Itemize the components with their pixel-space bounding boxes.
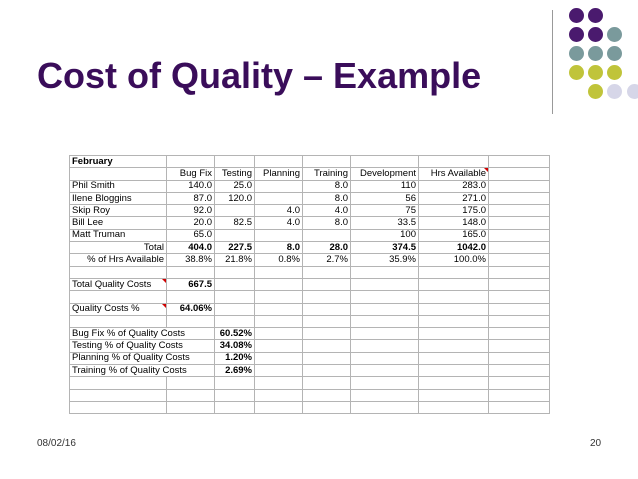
dot [607,27,622,42]
cell: 8.0 [303,180,351,192]
table-row [70,229,550,241]
row-name: Ilene Bloggins [70,192,167,204]
total-label: Total [70,242,167,254]
table-header-row [70,168,550,180]
decorative-dots [0,0,638,120]
blank-row [70,401,550,413]
pct-cell: 21.8% [215,254,255,266]
row-name: Matt Truman [70,229,167,241]
blank-row [70,315,550,327]
total-quality-value: 667.5 [167,278,215,290]
cell [303,229,351,241]
breakdown-label: Planning % of Quality Costs [70,352,215,364]
cell: 120.0 [215,192,255,204]
cell: 25.0 [215,180,255,192]
cell: 75 [351,205,419,217]
total-cell: 28.0 [303,242,351,254]
header-planning: Planning [255,168,303,180]
breakdown-row [70,365,550,377]
breakdown-value: 34.08% [215,340,255,352]
dot [588,8,603,23]
table-row-month [70,156,550,168]
dot [627,84,638,99]
header-hrs-available: Hrs Available [419,168,489,180]
dot [607,46,622,61]
dot [569,65,584,80]
table-row [70,192,550,204]
total-quality-label: Total Quality Costs [70,278,167,290]
breakdown-label: Bug Fix % of Quality Costs [70,328,215,340]
blank-row [70,266,550,278]
table-row [70,180,550,192]
total-cell: 404.0 [167,242,215,254]
total-quality-row [70,278,550,290]
pct-label: % of Hrs Available [70,254,167,266]
cell [255,192,303,204]
pct-cell: 0.8% [255,254,303,266]
dot [607,84,622,99]
cell [215,229,255,241]
pct-cell: 2.7% [303,254,351,266]
cell [255,229,303,241]
cell: 175.0 [419,205,489,217]
header-development: Development [351,168,419,180]
table-row [70,217,550,229]
quality-pct-row [70,303,550,315]
cell: 8.0 [303,192,351,204]
dot [588,84,603,99]
page-number: 20 [590,438,602,449]
row-name: Phil Smith [70,180,167,192]
breakdown-row [70,340,550,352]
breakdown-value: 2.69% [215,365,255,377]
breakdown-value: 1.20% [215,352,255,364]
total-cell: 227.5 [215,242,255,254]
pct-available-row [70,254,550,266]
blank-row [70,291,550,303]
cell: 92.0 [167,205,215,217]
cell: 65.0 [167,229,215,241]
header-testing: Testing [215,168,255,180]
cell: 33.5 [351,217,419,229]
total-cell: 374.5 [351,242,419,254]
table-row [70,205,550,217]
pct-cell: 100.0% [419,254,489,266]
cell [215,205,255,217]
breakdown-label: Training % of Quality Costs [70,365,215,377]
month-label: February [70,156,167,168]
cell: 165.0 [419,229,489,241]
pct-cell: 38.8% [167,254,215,266]
cell: 56 [351,192,419,204]
total-cell: 8.0 [255,242,303,254]
blank-row [70,377,550,389]
dot [569,27,584,42]
total-row [70,242,550,254]
cost-of-quality-table [69,155,550,414]
total-cell: 1042.0 [419,242,489,254]
cell: 110 [351,180,419,192]
cell: 8.0 [303,217,351,229]
slide-title: Cost of Quality – Example [37,55,482,96]
row-name: Bill Lee [70,217,167,229]
cell: 4.0 [255,217,303,229]
quality-pct-label: Quality Costs % [70,303,167,315]
dot [588,27,603,42]
dot [588,65,603,80]
dot [569,46,584,61]
cell: 148.0 [419,217,489,229]
cell: 283.0 [419,180,489,192]
cell: 271.0 [419,192,489,204]
row-name: Skip Roy [70,205,167,217]
cell: 20.0 [167,217,215,229]
dot [569,8,584,23]
dot [607,65,622,80]
dot [588,46,603,61]
breakdown-row [70,328,550,340]
cell [255,180,303,192]
breakdown-label: Testing % of Quality Costs [70,340,215,352]
cell: 140.0 [167,180,215,192]
cell: 4.0 [303,205,351,217]
quality-pct-value: 64.06% [167,303,215,315]
header-bug-fix: Bug Fix [167,168,215,180]
blank-row [70,389,550,401]
cell: 87.0 [167,192,215,204]
footer-date: 08/02/16 [37,438,76,449]
cell: 100 [351,229,419,241]
header-training: Training [303,168,351,180]
breakdown-row [70,352,550,364]
breakdown-value: 60.52% [215,328,255,340]
cell: 82.5 [215,217,255,229]
pct-cell: 35.9% [351,254,419,266]
cell: 4.0 [255,205,303,217]
